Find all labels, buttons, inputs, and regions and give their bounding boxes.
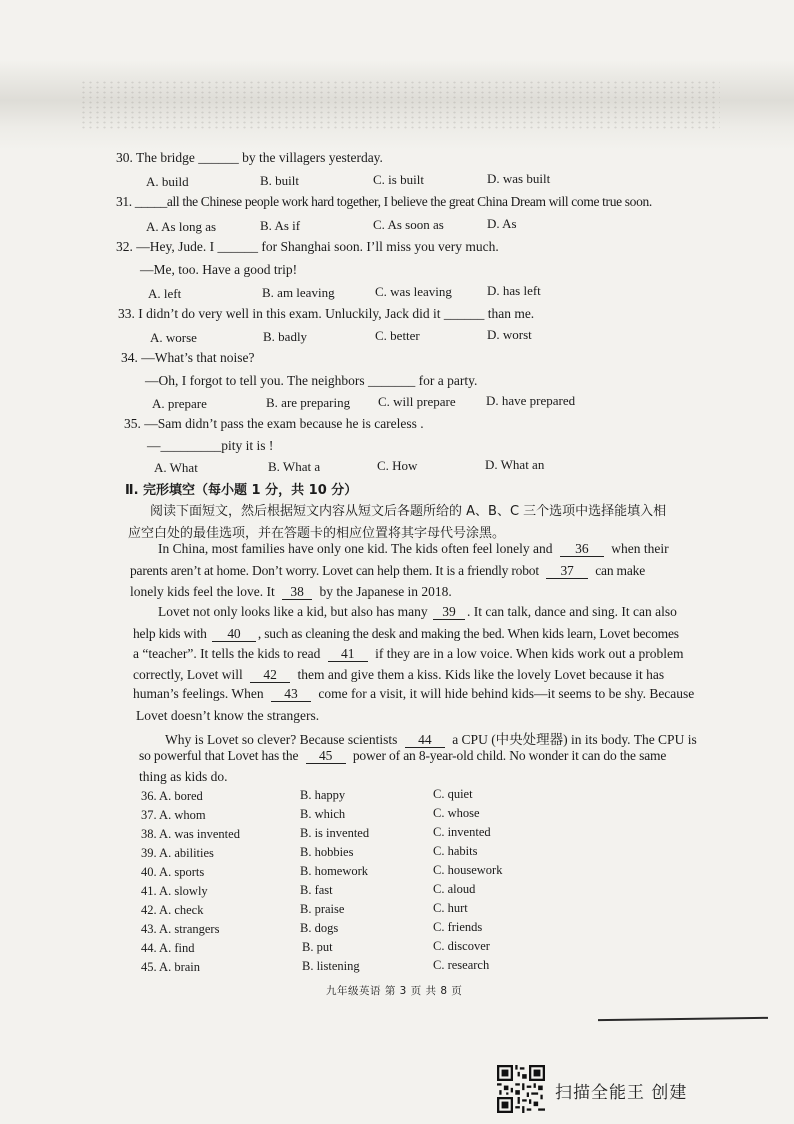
blank-41: 41: [328, 647, 368, 662]
passage-text: In China, most families have only one kid. The kids often feel lonely and: [158, 541, 553, 556]
passage-line: [133, 646, 683, 662]
q33-option-b: B. badly: [263, 329, 308, 344]
choice-41-a: 41. A. slowly: [141, 884, 208, 898]
q31-option-a: A. As long as: [146, 219, 217, 234]
page-footer: 九年级英语 第 3 页 共 8 页: [326, 985, 463, 997]
passage-text: a CPU (中央处理器) in its body. The CPU is: [452, 732, 697, 747]
passage-line: [165, 728, 697, 748]
choice-36-c: C. quiet: [433, 787, 473, 801]
choice-42-b: B. praise: [300, 902, 345, 916]
q34-option-c: C. will prepare: [378, 394, 456, 409]
choice-37-a: 37. A. whom: [141, 808, 206, 822]
q30-option-a: A. build: [146, 174, 189, 189]
choice-44-b: B. put: [302, 940, 333, 954]
choice-40-b: B. homework: [300, 864, 369, 878]
choice-36-b: B. happy: [300, 788, 346, 802]
q35-option-d: D. What an: [485, 457, 545, 472]
blank-40: 40: [212, 627, 256, 642]
passage-text: a “teacher”. It tells the kids to read: [133, 646, 321, 661]
q30-option-b: B. built: [260, 173, 300, 188]
q35-option-c: C. How: [377, 458, 418, 473]
passage-line: [133, 686, 694, 702]
passage-line: [158, 604, 677, 620]
passage-text: Why is Lovet so clever? Because scientists: [165, 732, 398, 747]
choice-42-c: C. hurt: [433, 901, 468, 915]
passage-line: [133, 626, 679, 642]
blank-37: 37: [546, 564, 588, 579]
question-32-reply: —Me, too. Have a good trip!: [140, 262, 298, 277]
passage-text: power of an 8-year-old child. No wonder it can do the same: [352, 748, 667, 763]
q34-option-d: D. have prepared: [486, 393, 576, 408]
choice-38-b: B. is invented: [300, 826, 370, 840]
passage-text: Lovet not only looks like a kid, but also has many: [158, 604, 428, 619]
passage-text: , such as cleaning the desk and making the bed. When kids learn, Lovet becomes: [257, 626, 679, 641]
passage-text: human’s feelings. When: [133, 686, 264, 701]
passage-text: when their: [611, 541, 669, 556]
q34-option-b: B. are preparing: [266, 395, 351, 410]
q32-option-b: B. am leaving: [262, 285, 335, 300]
passage-line: [130, 563, 645, 579]
choice-44-a: 44. A. find: [141, 941, 195, 955]
passage-text: help kids with: [133, 626, 207, 641]
section-2-instruction-line-1: 阅读下面短文，然后根据短文内容从短文后各题所给的 A、B、C 三个选项中选择能填入相: [150, 504, 667, 519]
question-35-reply: —_________pity it is !: [147, 438, 274, 453]
question-34-stem: 34. —What’s that noise?: [121, 350, 255, 365]
q33-option-c: C. better: [375, 328, 420, 343]
question-30-stem: 30. The bridge ______ by the villagers yesterday.: [116, 150, 383, 165]
scanner-watermark-label: 扫描全能王 创建: [555, 1083, 688, 1103]
choice-38-a: 38. A. was invented: [141, 827, 240, 841]
passage-line: [133, 667, 664, 683]
section-2-title: Ⅱ. 完形填空（每小题 1 分，共 10 分）: [125, 483, 358, 498]
passage-line: thing as kids do.: [139, 769, 228, 784]
question-34-reply: —Oh, I forgot to tell you. The neighbors _______ for a party.: [145, 373, 478, 388]
choice-40-a: 40. A. sports: [141, 865, 205, 879]
blank-42: 42: [250, 668, 290, 683]
choice-39-b: B. hobbies: [300, 845, 354, 859]
passage-text: them and give them a kiss. Kids like the lovely Lovet because it has: [297, 667, 665, 682]
blank-38: 38: [282, 585, 312, 600]
question-35-stem: 35. —Sam didn’t pass the exam because he is careless .: [124, 416, 424, 431]
passage-text: correctly, Lovet will: [133, 667, 243, 682]
choice-43-a: 43. A. strangers: [141, 922, 220, 936]
q30-option-d: D. was built: [487, 171, 551, 186]
q35-option-a: A. What: [154, 460, 198, 475]
q34-option-a: A. prepare: [152, 396, 207, 411]
qr-code-icon: [497, 1065, 545, 1113]
choice-37-c: C. whose: [433, 806, 480, 820]
passage-line: [130, 584, 452, 600]
choice-39-a: 39. A. abilities: [141, 846, 214, 860]
q31-option-d: D. As: [487, 216, 517, 231]
passage-text: come for a visit, it will hide behind kids—it seems to be shy. Because: [318, 686, 695, 701]
q31-option-c: C. As soon as: [373, 217, 444, 232]
passage-line: [158, 541, 669, 557]
passage-text: parents aren’t at home. Don’t worry. Lovet can help them. It is a friendly robot: [130, 563, 539, 578]
q33-option-d: D. worst: [487, 327, 532, 342]
q35-option-b: B. What a: [268, 459, 321, 474]
q32-option-a: A. left: [148, 286, 182, 301]
blank-39: 39: [433, 605, 465, 620]
question-32-stem: 32. —Hey, Jude. I ______ for Shanghai soon. I’ll miss you very much.: [116, 239, 499, 254]
choice-41-b: B. fast: [300, 883, 333, 897]
question-31-stem: 31. _____all the Chinese people work hard together, I believe the great China Dream will come true soon.: [116, 194, 652, 209]
q30-option-c: C. is built: [373, 172, 424, 187]
passage-text: can make: [595, 563, 645, 578]
section-2-instruction-line-2: 应空白处的最佳选项，并在答题卡的相应位置将其字母代号涂黑。: [128, 526, 506, 541]
choice-42-a: 42. A. check: [141, 903, 204, 917]
blank-44: 44: [405, 733, 445, 748]
choice-45-b: B. listening: [302, 959, 360, 973]
passage-line: [139, 748, 666, 764]
blank-45: 45: [306, 749, 346, 764]
passage-text: . It can talk, dance and sing. It can also: [466, 604, 677, 619]
blank-36: 36: [560, 542, 604, 557]
choice-41-c: C. aloud: [433, 882, 476, 896]
choice-40-c: C. housework: [433, 863, 503, 877]
q32-option-c: C. was leaving: [375, 284, 452, 299]
q31-option-b: B. As if: [260, 218, 301, 233]
choice-37-b: B. which: [300, 807, 346, 821]
passage-text: so powerful that Lovet has the: [139, 748, 299, 763]
q32-option-d: D. has left: [487, 283, 541, 298]
question-33-stem: 33. I didn’t do very well in this exam. Unluckily, Jack did it ______ than me.: [118, 306, 535, 321]
choice-39-c: C. habits: [433, 844, 478, 858]
q33-option-a: A. worse: [150, 330, 197, 345]
blank-43: 43: [271, 687, 311, 702]
choice-44-c: C. discover: [433, 939, 490, 953]
choice-43-b: B. dogs: [300, 921, 339, 935]
passage-text: by the Japanese in 2018.: [319, 584, 452, 599]
choice-45-c: C. research: [433, 958, 490, 972]
choice-38-c: C. invented: [433, 825, 491, 839]
passage-text: if they are in a low voice. When kids work out a problem: [375, 646, 684, 661]
passage-text: lonely kids feel the love. It: [130, 584, 275, 599]
passage-line: Lovet doesn’t know the strangers.: [136, 708, 320, 723]
choice-36-a: 36. A. bored: [141, 789, 203, 803]
choice-45-a: 45. A. brain: [141, 960, 201, 974]
choice-43-c: C. friends: [433, 920, 483, 934]
bottom-divider: [598, 1017, 768, 1021]
